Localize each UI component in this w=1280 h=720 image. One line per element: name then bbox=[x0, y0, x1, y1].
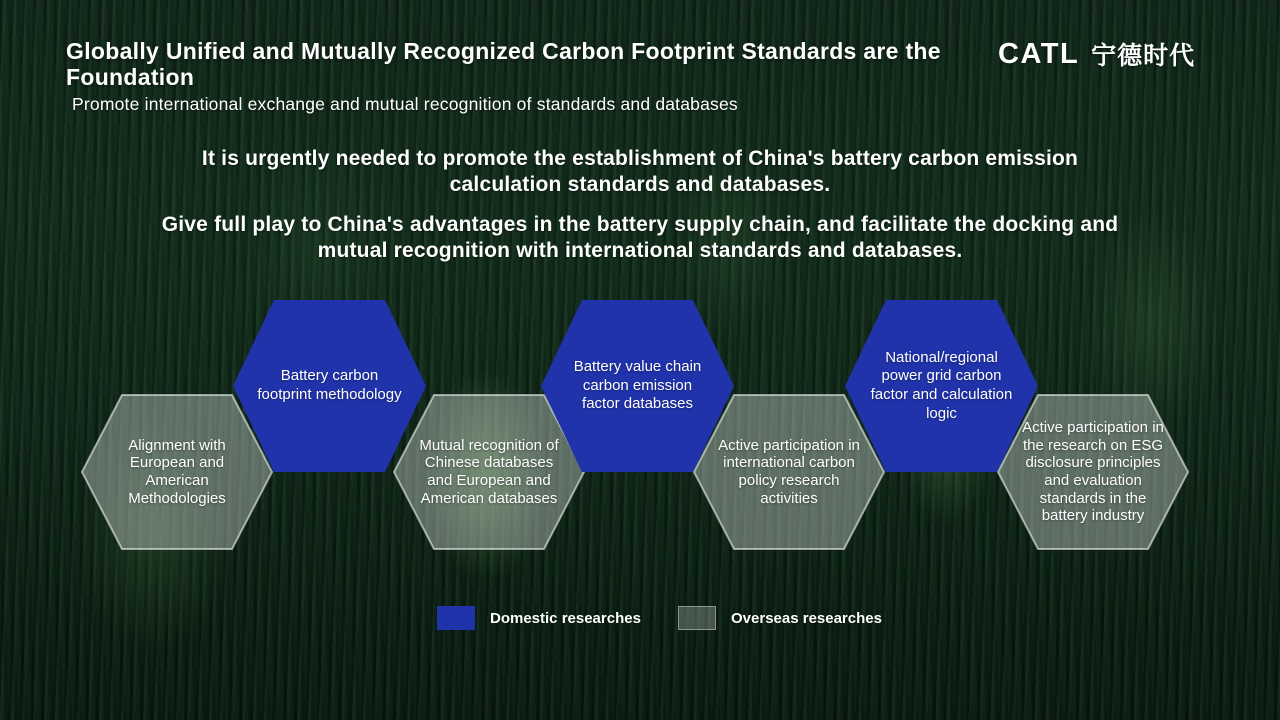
slide-title: Globally Unified and Mutually Recognized Carbon Footprint Standards are the Foundation bbox=[66, 38, 941, 91]
catl-logo-latin: CATL bbox=[998, 37, 1080, 70]
hexagon-power-grid-carbon-factor bbox=[845, 300, 1038, 472]
hexagon-label: Alignment with European and American Methodologies bbox=[128, 436, 226, 507]
slide-subtitle: Promote international exchange and mutual recognition of standards and databases bbox=[72, 94, 738, 114]
catl-logo-chinese: 宁德时代 bbox=[1091, 42, 1196, 70]
legend-label-domestic: Domestic researches bbox=[490, 609, 641, 627]
legend-swatch-overseas bbox=[678, 606, 716, 630]
legend-label-overseas: Overseas researches bbox=[731, 609, 882, 627]
hexagon-label: Battery value chain carbon emission factor databases bbox=[573, 357, 702, 413]
hexagon-label: National/regional power grid carbon factor and calculation logic bbox=[870, 348, 1013, 422]
hexagon-battery-value-chain-databases bbox=[541, 300, 734, 472]
key-message-first: It is urgently needed to promote the establishment of China's battery carbon emission calculation standards and databases. bbox=[201, 147, 1079, 197]
legend-item-domestic bbox=[437, 606, 641, 630]
hexagon-battery-carbon-footprint-methodology bbox=[233, 300, 426, 472]
hexagon-label: Battery carbon footprint methodology bbox=[257, 367, 402, 403]
hexagon-label: Active participation in international carbon policy research activities bbox=[718, 436, 860, 507]
legend-item-overseas bbox=[678, 606, 882, 630]
hexagon-label: Mutual recognition of Chinese databases and European and American databases bbox=[419, 436, 559, 507]
legend-swatch-domestic bbox=[437, 606, 475, 630]
key-message-second: Give full play to China's advantages in the battery supply chain, and facilitate the docking and mutual recognition with international standards and databases. bbox=[161, 213, 1119, 263]
hexagon-label: Active participation in the research on ESG disclosure principles and evaluation standards in the battery industry bbox=[1022, 418, 1164, 525]
catl-logo bbox=[998, 36, 1195, 72]
